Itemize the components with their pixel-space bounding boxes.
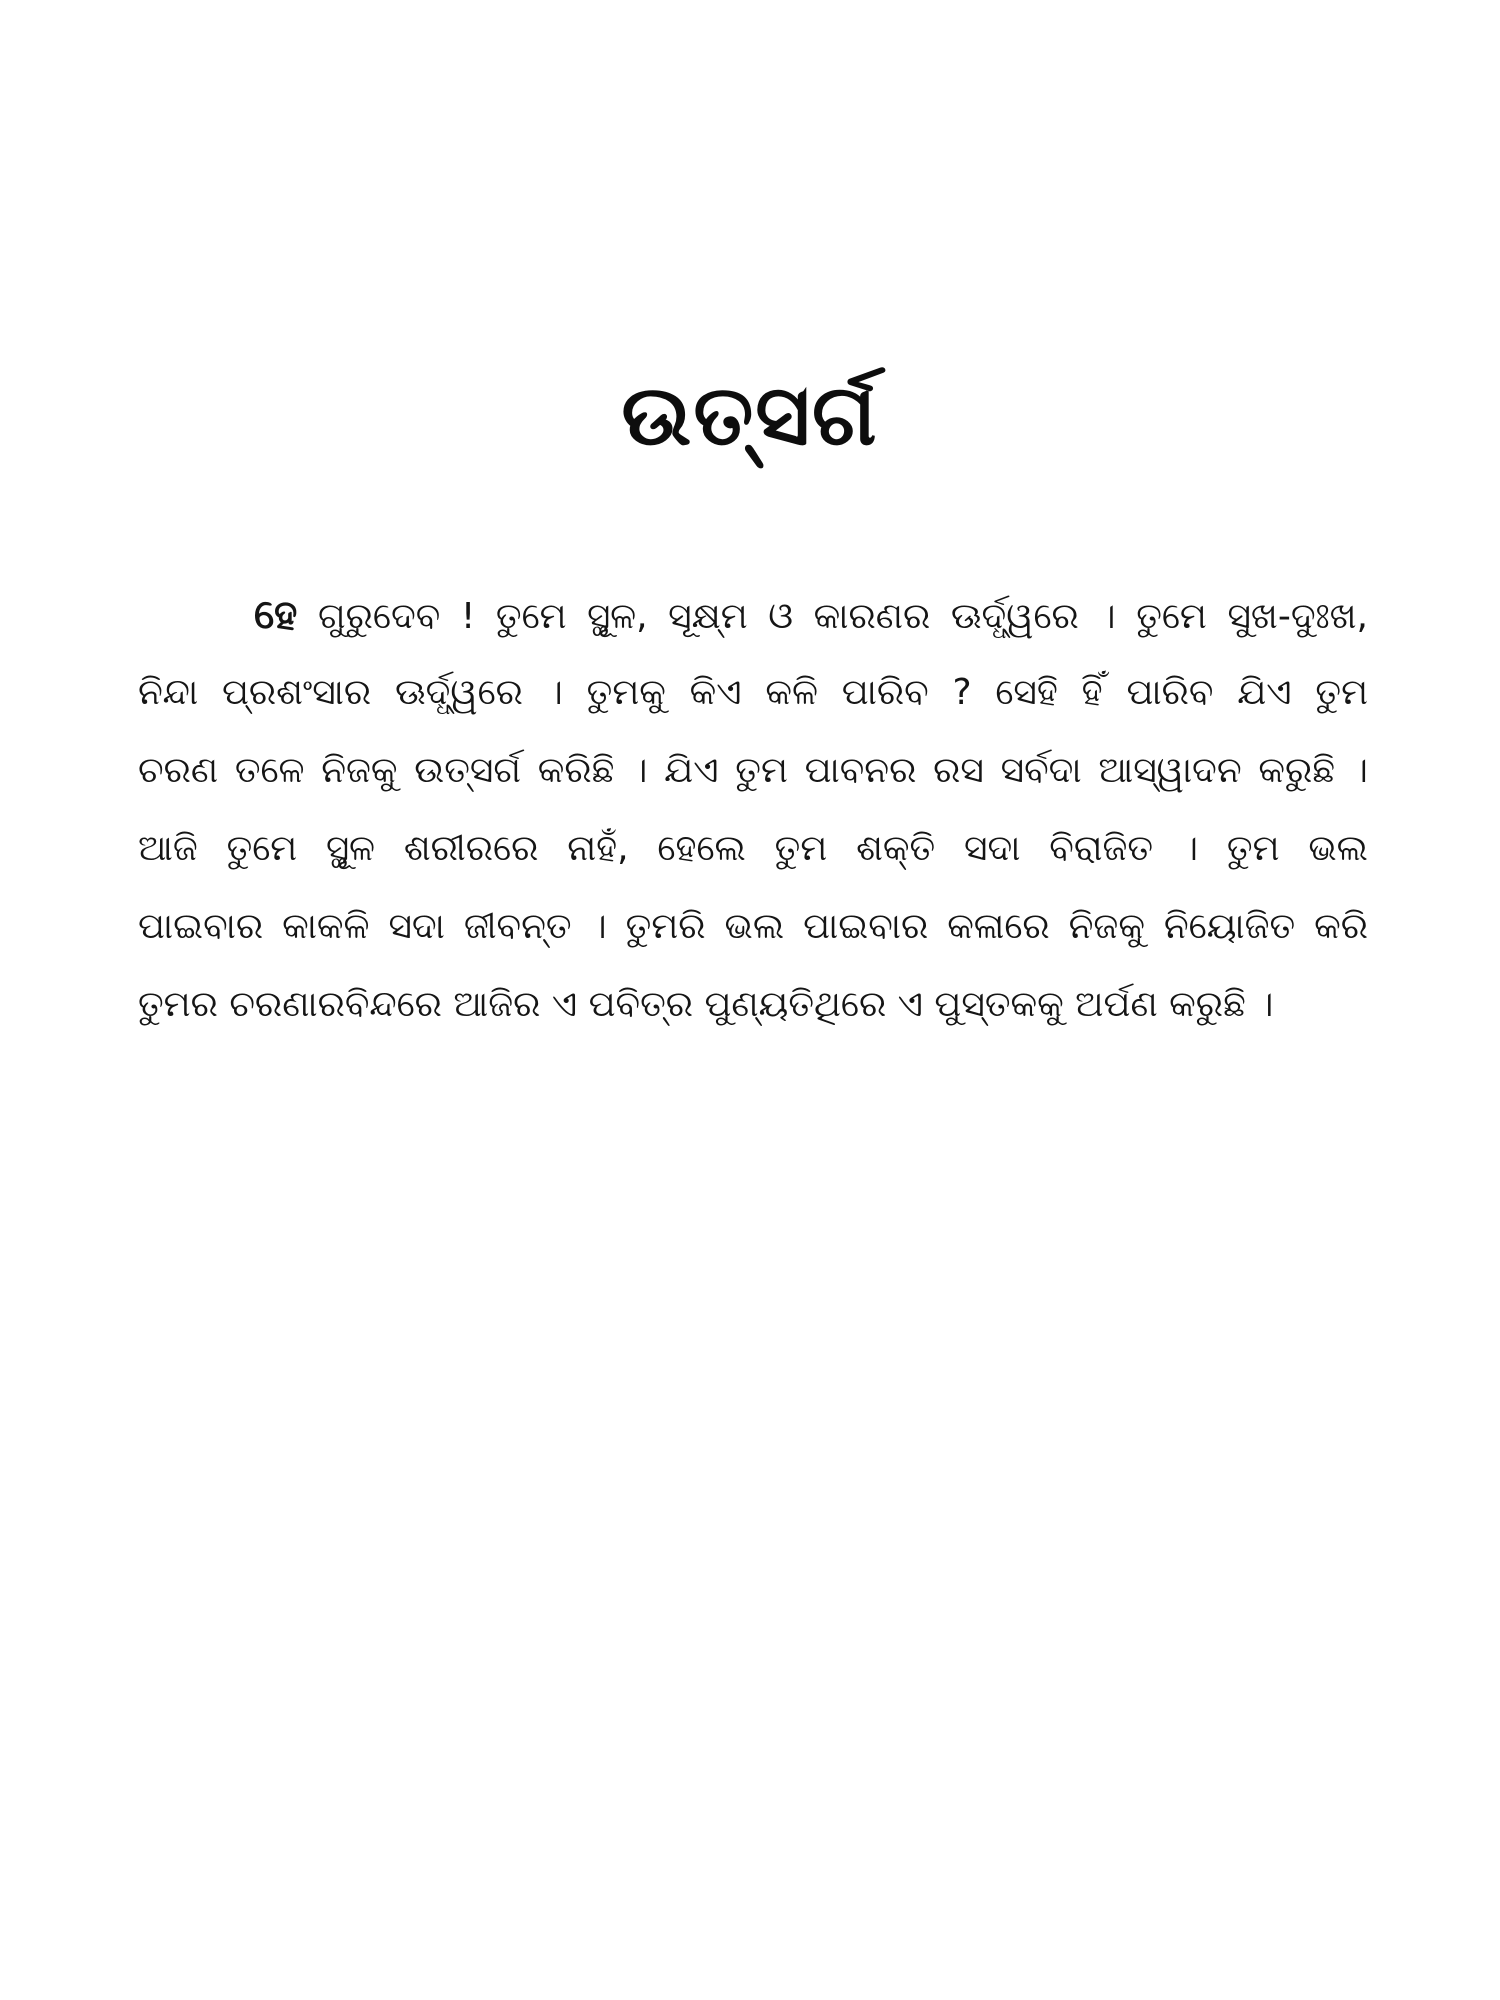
lead-word: ହେ (254, 592, 298, 638)
paragraph-line-4: ଆଜି ତୁମେ ସ୍ଥୂଳ ଶରୀରରେ ନାହଁ, ହେଲେ ତୁମ ଶକ୍ତି ସଦା ବିରାଜିତ । ତୁମ ଭଲ (138, 828, 1368, 869)
paragraph-line-6: ତୁମର ଚରଣାରବିନ୍ଦରେ ଆଜିର ଏ ପବିତ୍ର ପୁଣ୍ୟତିଥିରେ ଏ ପୁସ୍ତକକୁ ଅର୍ପଣ କରୁଛି । (138, 984, 1274, 1025)
paragraph-line-1 (138, 576, 1368, 654)
paragraph-line-2: ନିନ୍ଦା ପ୍ରଶଂସାର ଊର୍ଦ୍ଧ୍ୱରେ । ତୁମକୁ କିଏ କଳି ପାରିବ ? ସେହି ହିଁ ପାରିବ ଯିଏ ତୁମ (138, 672, 1368, 713)
line-text-1: ଗୁରୁଦେବ ! ତୁମେ ସ୍ଥୂଳ, ସୂକ୍ଷ୍ମ ଓ କାରଣର ଊର୍ଦ୍ଧ୍ୱରେ । ତୁମେ ସୁଖ-ଦୁଃଖ, (317, 596, 1368, 637)
page-title: ଉତ୍ସର୍ଗ (621, 366, 879, 464)
paragraph-line-5: ପାଇବାର କାକଳି ସଦା ଜୀବନ୍ତ । ତୁମରି ଭଲ ପାଇବାର କଳାରେ ନିଜକୁ ନିୟୋଜିତ କରି (138, 906, 1368, 947)
dedication-paragraph (138, 576, 1368, 1044)
paragraph-line-3: ଚରଣ ତଳେ ନିଜକୁ ଉତ୍ସର୍ଗ କରିଛି । ଯିଏ ତୁମ ପାବନର ରସ ସର୍ବଦା ଆସ୍ୱାଦନ କରୁଛି । (138, 750, 1368, 791)
